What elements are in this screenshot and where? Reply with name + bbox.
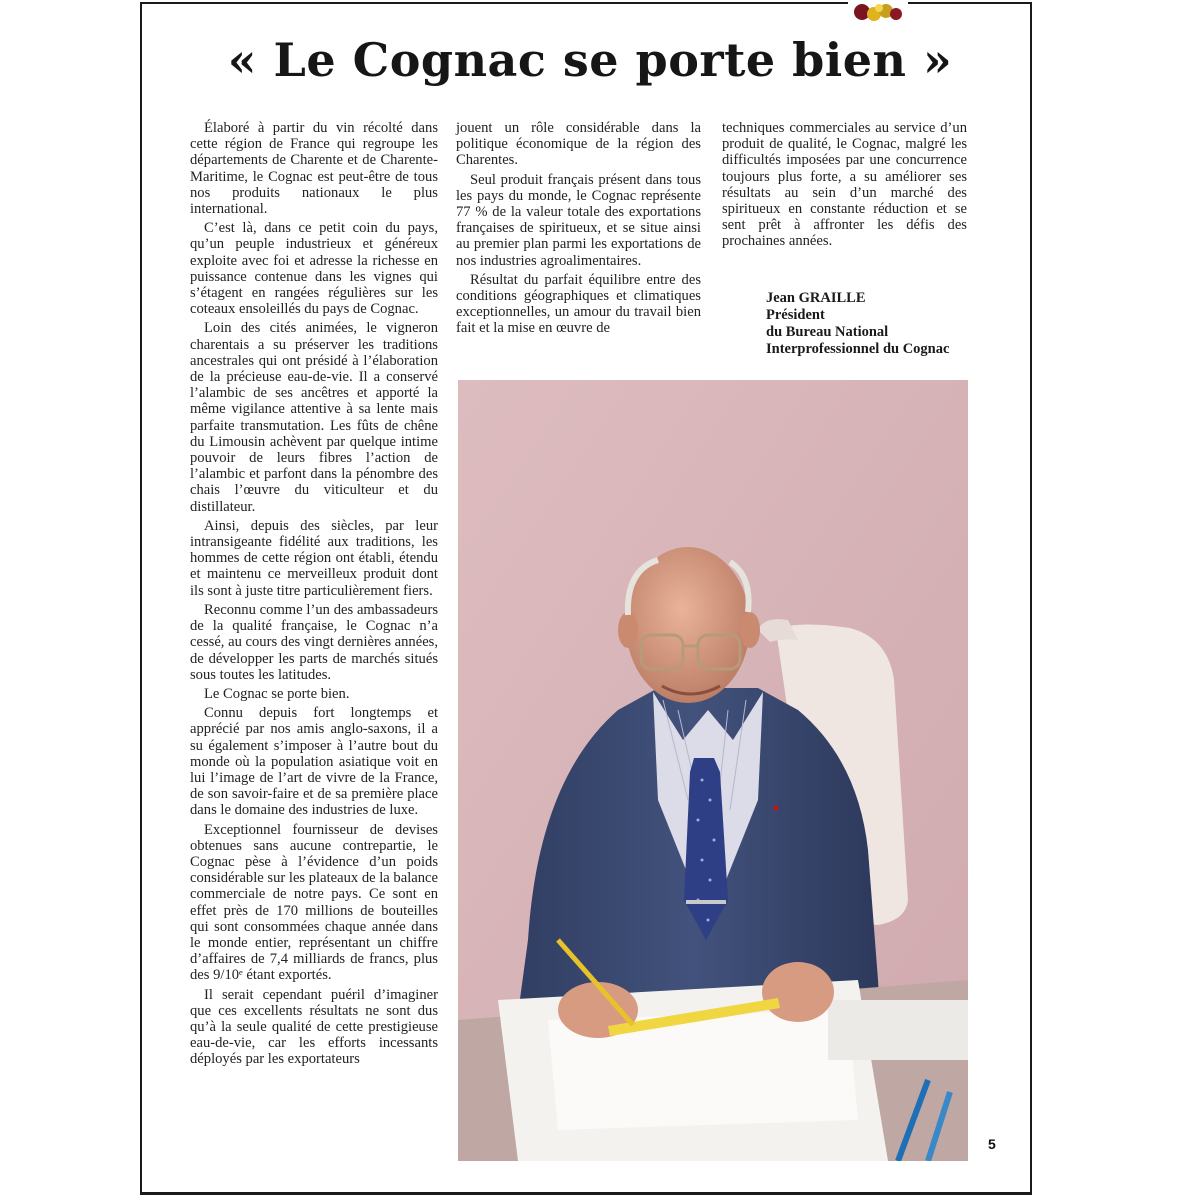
paragraph: Élaboré à partir du vin récolté dans cette région de France qui regroupe les départements de Charente et de Charente-Maritime, le Cognac est peut-être de tous nos produits nationaux le plus international. [190, 120, 438, 218]
paragraph: C’est là, dans ce petit coin du pays, qu’un peuple industrieux et généreux exploite avec foi et adresse la richesse en puissance contenue dans les vignes qui s’étagent en rangées régulières sur les coteaux ensoleillés du pays de Cognac. [190, 220, 438, 318]
signature-org-line-2: Interprofessionnel du Cognac [766, 341, 950, 357]
paragraph: Le Cognac se porte bien. [204, 685, 350, 702]
portrait-photo [458, 380, 968, 1161]
corner-ornament [848, 2, 908, 22]
paragraph: Ainsi, depuis des siècles, par leur intransigeante fidélité aux traditions, les hommes de cette région ont établi, étendu et maintenu ce merveilleux produit dont ils sont à juste titre particulièrement fiers. [190, 517, 438, 599]
article-column-1 [190, 120, 438, 1068]
signature-role: Président [766, 307, 825, 323]
paragraph: Résultat du parfait équilibre entre des conditions géographiques et climatiques exceptionnelles, un amour du travail bien fait et la mise en œuvre de [456, 271, 701, 337]
paragraph: Reconnu comme l’un des ambassadeurs de la qualité française, le Cognac n’a cessé, au cours des vingt dernières années, de développer les parts de marchés situés sous toutes les latitudes. [190, 601, 439, 683]
paragraph: Seul produit français présent dans tous les pays du monde, le Cognac représente 77 % de la valeur totale des exportations françaises de spiritueux, et se situe ainsi au premier plan parmi les exportations de nos industries agroalimentaires. [456, 171, 701, 269]
paragraph: Loin des cités animées, le vigneron charentais a su préserver les traditions ancestrales qui ont présidé à l’élaboration de la précieuse eau-de-vie. Il a conservé l’alambic de ses ancêtres et apporté la même vigilance attentive à sa lente mais parfaite transmutation. Les fûts de chêne du Limousin achèvent par quelque intime pouvoir de leurs fibres l’action de l’alambic et parfont dans la pénombre des chais l’œuvre du viticulteur et du distillateur. [190, 320, 438, 515]
paragraph: Il serait cependant puéril d’imaginer que ces excellents résultats ne sont dus qu’à la seule qualité de cette prestigieuse eau-de-vie, car les efforts incessants déployés par les exportateurs [190, 986, 438, 1068]
paragraph: techniques commerciales au service d’un produit de qualité, le Cognac, malgré les difficultés imposées par une concurrence toujours plus forte, a su améliorer ses résultats au sein d’un marché des spiritueux en constante réduction et se sent prêt à affronter les défis des prochaines années. [722, 120, 967, 250]
signature-org-line-1: du Bureau National [766, 324, 889, 340]
signature-name: Jean GRAILLE [766, 290, 866, 306]
article-column-3 [722, 120, 967, 250]
article-headline: « Le Cognac se porte bien » [227, 33, 953, 87]
page-number: 5 [988, 1136, 996, 1152]
paragraph: Exceptionnel fournisseur de devises obtenues sans aucune contrepartie, le Cognac pèse à l’évidence d’un poids considérable sur les plateaux de la balance commerciale de notre pays. Ce sont en effet près de 170 millions de bouteilles qui sont consommées chaque année dans le monde entier, représentant un chiffre d’affaires de 7,4 milliards de francs, plus des 9/10ᵉ étant exportés. [190, 821, 438, 984]
paragraph: Connu depuis fort longtemps et apprécié par nos amis anglo-saxons, il a su également s’imposer à l’autre bout du monde où la population asiatique voit en lui l’image de l’art de vivre de la France, de son savoir-faire et de sa première place dans le domaine des industries de luxe. [190, 705, 438, 819]
signature-block [766, 290, 986, 358]
paragraph: jouent un rôle considérable dans la politique économique de la région des Charentes. [456, 120, 701, 169]
article-column-2 [456, 120, 701, 337]
